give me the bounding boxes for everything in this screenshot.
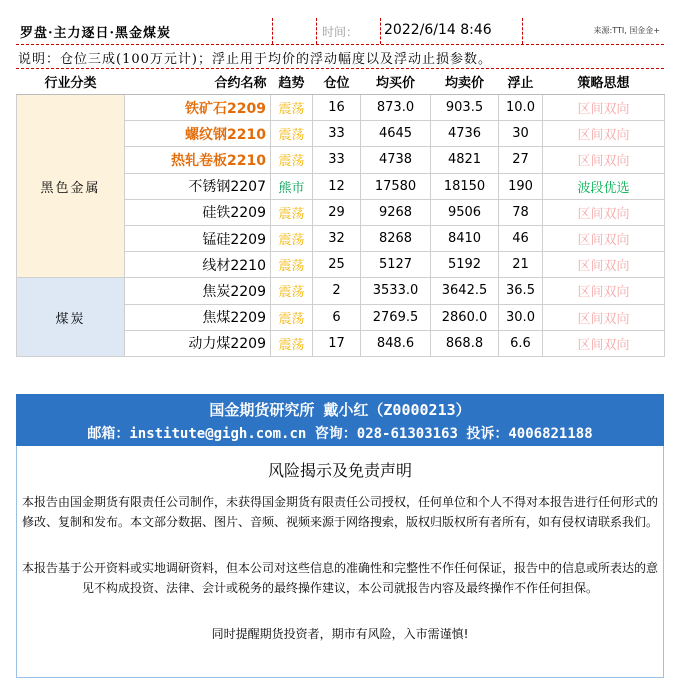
strategy-cell: 区间双向 [543,95,665,121]
position-cell: 32 [313,225,361,251]
avg-sell-cell: 868.8 [431,330,499,356]
avg-sell-cell: 4736 [431,121,499,147]
avg-buy-cell: 4738 [361,147,431,173]
report-title: 罗盘·主力逐日·黑金煤炭 [20,26,172,41]
stop-cell: 36.5 [499,278,543,304]
strategy-cell: 波段优选 [543,173,665,199]
avg-buy-cell: 2769.5 [361,304,431,330]
position-cell: 25 [313,252,361,278]
report-sheet [16,18,664,678]
table-header-row [17,68,665,95]
position-cell: 33 [313,147,361,173]
contract-name: 不锈钢2207 [125,173,271,199]
divider [316,18,317,44]
col-header: 浮止 [499,68,543,95]
contracts-table [16,68,665,357]
contract-name: 焦煤2209 [125,304,271,330]
trend-cell: 震荡 [271,147,313,173]
strategy-cell: 区间双向 [543,252,665,278]
col-header: 仓位 [313,68,361,95]
stop-cell: 78 [499,199,543,225]
position-cell: 2 [313,278,361,304]
disclaimer-paragraph: 同时提醒期货投资者，期市有风险，入市需谨慎! [211,627,469,641]
avg-buy-cell: 9268 [361,199,431,225]
avg-buy-cell: 873.0 [361,95,431,121]
strategy-cell: 区间双向 [543,199,665,225]
avg-sell-cell: 9506 [431,199,499,225]
trend-cell: 震荡 [271,95,313,121]
stop-cell: 6.6 [499,330,543,356]
table-row [17,278,665,304]
note-row [16,44,664,69]
stop-cell: 30 [499,121,543,147]
col-header: 趋势 [271,68,313,95]
avg-sell-cell: 903.5 [431,95,499,121]
contract-name: 线材2210 [125,252,271,278]
divider [522,18,523,44]
avg-buy-cell: 848.6 [361,330,431,356]
category-cell: 黑色金属 [17,95,125,278]
trend-cell: 震荡 [271,199,313,225]
col-header: 合约名称 [125,68,271,95]
position-cell: 17 [313,330,361,356]
avg-sell-cell: 4821 [431,147,499,173]
avg-buy-cell: 3533.0 [361,278,431,304]
disclaimer-heading: 风险揭示及免责声明 [267,461,412,480]
time-value: 2022/6/14 8:46 [384,22,492,38]
contract-name: 螺纹钢2210 [125,121,271,147]
position-cell: 16 [313,95,361,121]
contract-name: 硅铁2209 [125,199,271,225]
trend-cell: 熊市 [271,173,313,199]
position-cell: 12 [313,173,361,199]
avg-sell-cell: 8410 [431,225,499,251]
table-row [17,95,665,121]
contact-line: 邮箱：institute@gigh.com.cn 咨询：028-61303163 投诉：4006821188 [87,426,593,442]
divider [272,18,273,44]
strategy-cell: 区间双向 [543,278,665,304]
trend-cell: 震荡 [271,121,313,147]
trend-cell: 震荡 [271,330,313,356]
strategy-cell: 区间双向 [543,304,665,330]
time-label: 时间： [322,25,359,39]
contract-name: 焦炭2209 [125,278,271,304]
strategy-cell: 区间双向 [543,147,665,173]
stop-cell: 190 [499,173,543,199]
stop-cell: 21 [499,252,543,278]
avg-buy-cell: 17580 [361,173,431,199]
strategy-cell: 区间双向 [543,121,665,147]
col-header: 策略思想 [543,68,665,95]
stop-cell: 46 [499,225,543,251]
contract-name: 铁矿石2209 [125,95,271,121]
contract-name: 热轧卷板2210 [125,147,271,173]
position-cell: 33 [313,121,361,147]
avg-buy-cell: 4645 [361,121,431,147]
contact-banner [16,394,664,446]
divider [380,18,381,44]
strategy-cell: 区间双向 [543,330,665,356]
disclaimer-paragraph: 本报告基于公开资料或实地调研资料，但本公司对这些信息的准确性和完整性不作任何保证，报告中的信息或所表达的意见不构成投资、法律、会计或税务的最终操作建议，本公司就报告内容及最终操作不作任何担保。 [21,561,658,595]
avg-buy-cell: 8268 [361,225,431,251]
note-text: 说明：仓位三成(100万元计)；浮止用于均价的浮动幅度以及浮动止损参数。 [18,52,492,67]
avg-sell-cell: 18150 [431,173,499,199]
position-cell: 29 [313,199,361,225]
avg-sell-cell: 3642.5 [431,278,499,304]
avg-sell-cell: 2860.0 [431,304,499,330]
stop-cell: 27 [499,147,543,173]
stop-cell: 30.0 [499,304,543,330]
trend-cell: 震荡 [271,252,313,278]
position-cell: 6 [313,304,361,330]
col-header: 均卖价 [431,68,499,95]
contract-name: 动力煤2209 [125,330,271,356]
stop-cell: 10.0 [499,95,543,121]
strategy-cell: 区间双向 [543,225,665,251]
source-text: 来源:TTI, 国金金+ [593,26,660,35]
trend-cell: 震荡 [271,225,313,251]
trend-cell: 震荡 [271,304,313,330]
analyst-line: 国金期货研究所 戴小红（Z0000213） [209,401,471,419]
disclaimer-paragraph: 本报告由国金期货有限责任公司制作，未获得国金期货有限责任公司授权，任何单位和个人不得对本报告进行任何形式的修改、复制和发布。本文部分数据、图片、音频、视频来源于网络搜索，版权归版权所有者所有，如有侵权请联系我们。 [21,495,658,529]
col-header: 均买价 [361,68,431,95]
avg-sell-cell: 5192 [431,252,499,278]
disclaimer-box [16,446,664,678]
trend-cell: 震荡 [271,278,313,304]
col-header: 行业分类 [17,68,125,95]
contract-name: 锰硅2209 [125,225,271,251]
avg-buy-cell: 5127 [361,252,431,278]
category-cell: 煤炭 [17,278,125,357]
header-row [16,18,664,45]
